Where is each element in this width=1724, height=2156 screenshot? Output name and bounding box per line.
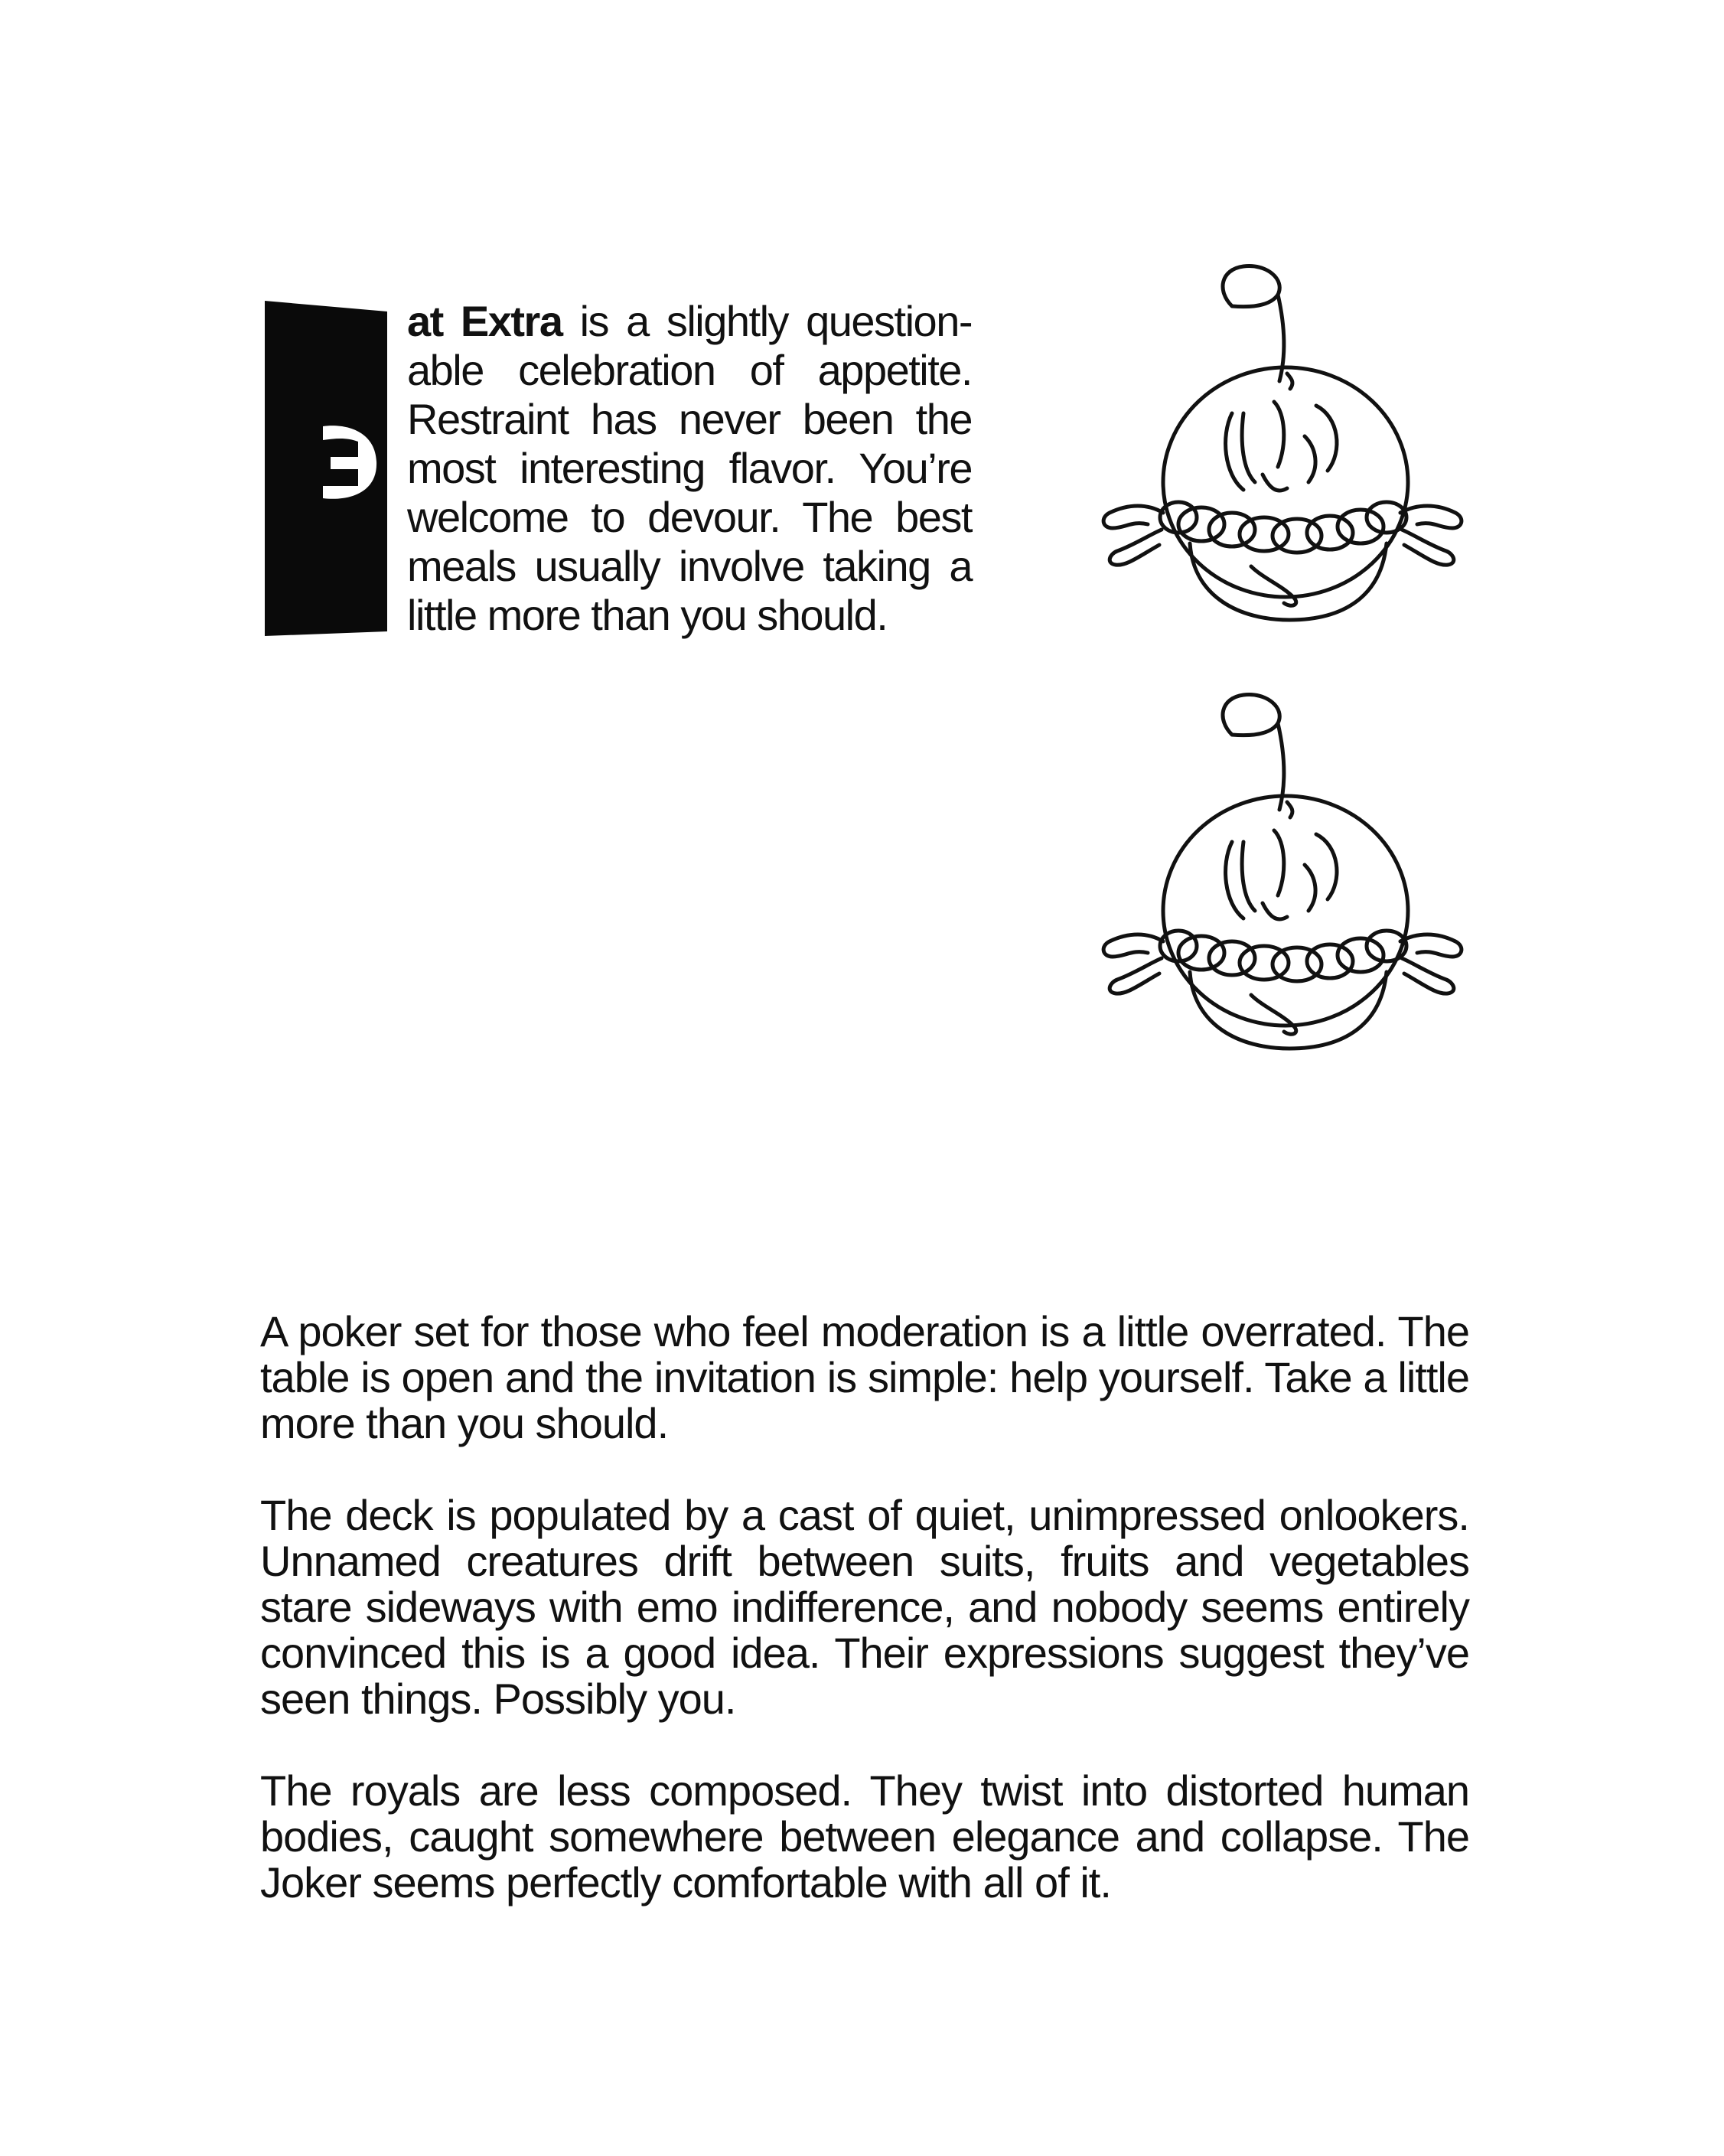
body-text [260, 1309, 1469, 1952]
intro-text: is a slightly question-able celebration of appetite. Restraint has never been the most interesting flavor. You’re welcome to devour. The best meals usually involve taking a little more than you should. [407, 297, 972, 639]
body-paragraph-1: A poker set for those who feel moderation is a little overrated. The table is open and the invitation is simple: help yourself. Take a little more than you should. [260, 1307, 1469, 1447]
intro-paragraph [407, 297, 972, 640]
twin-apple-creature-illustration [1087, 260, 1500, 1125]
intro-lead-bold: at Extra [407, 297, 562, 345]
body-paragraph-2: The deck is populated by a cast of quiet, unimpressed onlookers. Unnamed creatures drift between suits, fruits and vegetables stare sideways with emo indifference, and nobody seems entirely convinced this is a good idea. Their expressions suggest they’ve seen things. Possibly you. [260, 1491, 1469, 1723]
drop-cap-letter-e [262, 295, 390, 639]
body-paragraph-3: The royals are less composed. They twist into distorted human bodies, caught somewhere between elegance and collapse. The Joker seems perfectly comfortable with all of it. [260, 1766, 1469, 1906]
